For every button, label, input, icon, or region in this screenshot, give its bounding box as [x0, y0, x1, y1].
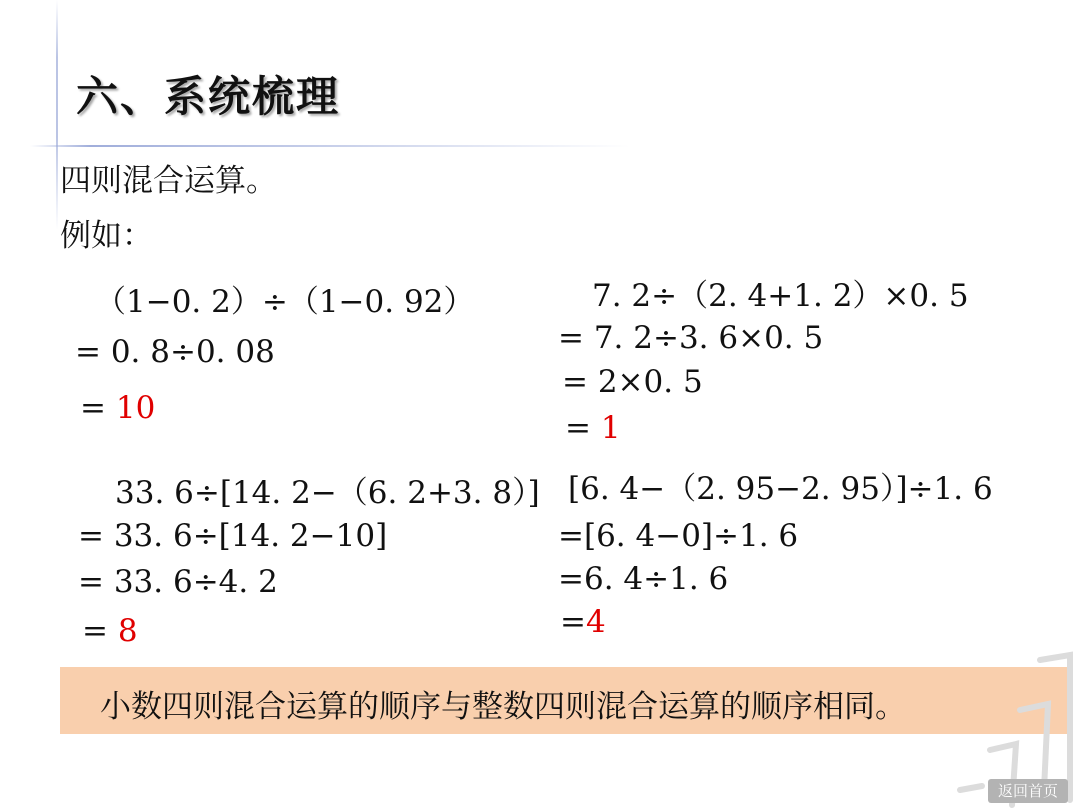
return-home-button[interactable]: 返回首页 [988, 779, 1068, 803]
decorative-vertical-line [56, 0, 58, 230]
problem-1-step-1: = 0. 8÷0. 08 [75, 334, 275, 370]
problem-3-answer: 8 [117, 613, 138, 649]
problem-4-expression: [6. 4−（2. 95−2. 95）]÷1. 6 [568, 471, 993, 507]
problem-2-answer-line: = 1 [565, 410, 621, 446]
problem-2-step-1: = 7. 2÷3. 6×0. 5 [558, 320, 824, 356]
problem-2-expression: 7. 2÷（2. 4+1. 2）×0. 5 [592, 278, 969, 314]
intro-text: 四则混合运算。 [60, 163, 277, 199]
problem-4-answer-line: =4 [560, 604, 606, 640]
problem-1-answer: 10 [115, 390, 156, 426]
problem-4-step-2: =6. 4÷1. 6 [558, 561, 729, 597]
decorative-horizontal-line [30, 145, 630, 147]
problem-3-step-2: = 33. 6÷4. 2 [78, 564, 278, 600]
conclusion-text: 小数四则混合运算的顺序与整数四则混合运算的顺序相同。 [100, 689, 906, 725]
problem-3-step-1: = 33. 6÷[14. 2−10] [78, 518, 388, 554]
problem-2-step-2: = 2×0. 5 [562, 364, 703, 400]
problem-4-answer: 4 [585, 604, 606, 640]
problem-2-answer: 1 [600, 410, 621, 446]
problem-4-step-1: =[6. 4−0]÷1. 6 [558, 518, 799, 554]
problem-3-answer-line: = 8 [82, 613, 138, 649]
problem-3-expression: 33. 6÷[14. 2−（6. 2+3. 8）] [115, 475, 540, 511]
example-label: 例如： [60, 218, 153, 254]
problem-1-answer-line: = 10 [80, 390, 156, 426]
page-title: 六、系统梳理 [76, 72, 341, 121]
problem-1-expression: （1−0. 2）÷（1−0. 92） [95, 284, 475, 320]
